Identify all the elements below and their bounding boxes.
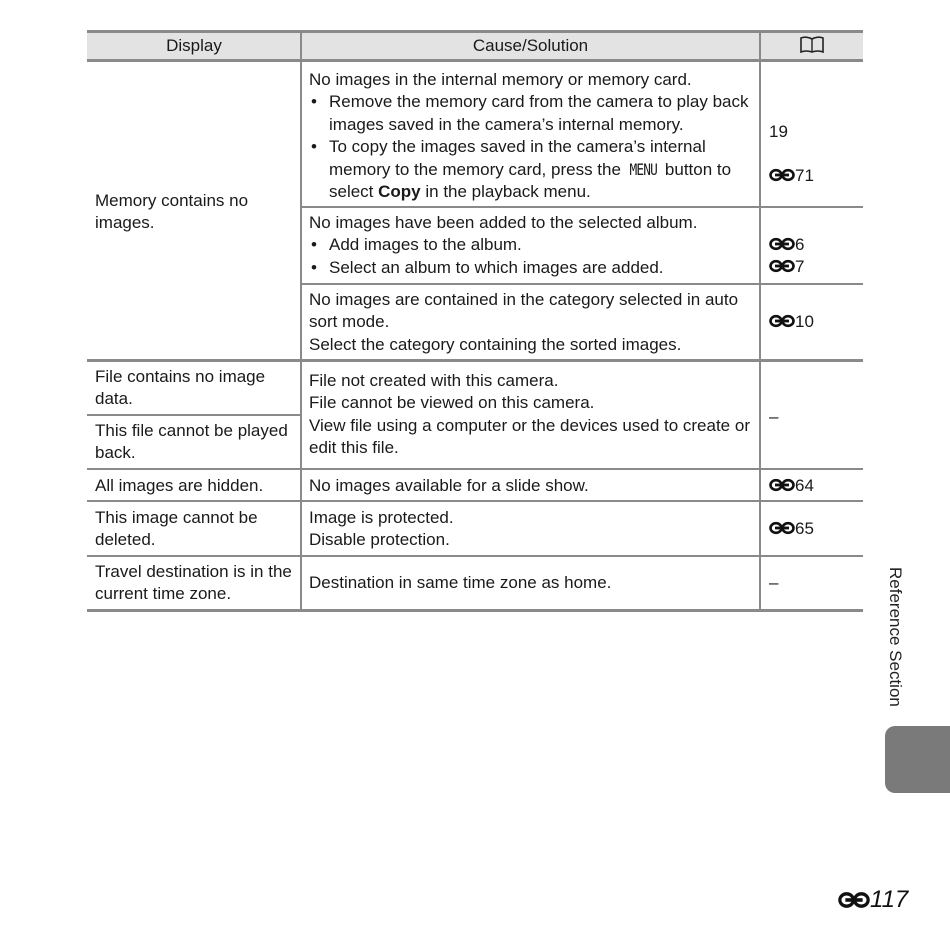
- page-ref: [769, 165, 814, 187]
- cause-protected: [309, 507, 755, 552]
- display-images-hidden: All images are hidden.: [95, 476, 264, 495]
- row-divider: [87, 609, 863, 612]
- solution-text: View file using a computer or the devices used to create or edit this file.: [309, 415, 750, 458]
- row-divider: [87, 555, 863, 557]
- row-divider: [87, 414, 301, 416]
- page-ref-none: –: [769, 407, 779, 426]
- page-ref-number: 71: [795, 166, 814, 185]
- solution-bullet: • Add images to the album.: [309, 234, 755, 256]
- page-ref-number: 10: [795, 312, 814, 331]
- book-icon: [760, 33, 863, 59]
- page-ref-none: –: [769, 573, 779, 592]
- column-divider: [300, 30, 302, 611]
- reference-section-icon: [769, 257, 795, 271]
- page-ref: [769, 311, 814, 333]
- page-ref-number: 65: [795, 519, 814, 538]
- display-no-image-data: File contains no image data.: [95, 367, 266, 409]
- cause-text: No images are contained in the category selected in auto sort mode.: [309, 290, 739, 332]
- page-ref: [769, 256, 804, 278]
- text: button to select: [329, 159, 732, 202]
- cause-category-empty: [309, 289, 755, 356]
- cause-no-images-memory: [309, 69, 755, 203]
- reference-section-icon: [769, 235, 795, 249]
- reference-section-label: Reference Section: [886, 567, 905, 707]
- display-memory-no-images: Memory contains no images.: [95, 191, 249, 233]
- menu-button-glyph: MENU: [629, 159, 657, 179]
- cause-text: File not created with this camera.: [309, 371, 559, 390]
- page-ref: [769, 518, 814, 540]
- reference-section-icon: [769, 476, 795, 490]
- header-cause-solution: Cause/Solution: [472, 36, 589, 55]
- reference-section-icon: [769, 312, 795, 326]
- reference-section-icon: [769, 519, 795, 533]
- page-number-value: 117: [870, 886, 909, 913]
- cause-text: Image is protected.: [309, 508, 454, 527]
- row-divider: [87, 359, 863, 362]
- copy-option: Copy: [378, 182, 421, 202]
- page-ref: [769, 475, 814, 497]
- solution-text: Disable protection.: [309, 530, 450, 550]
- row-divider: [87, 500, 863, 502]
- reference-section-icon: [769, 166, 795, 180]
- cause-text: File cannot be viewed on this camera.: [309, 393, 595, 413]
- page-ref: 19: [769, 122, 788, 141]
- text: in the playback menu.: [420, 182, 591, 202]
- solution-text: Select the category containing the sorted images.: [309, 334, 682, 354]
- solution-bullet: [309, 136, 755, 203]
- table-header: [87, 30, 863, 62]
- cause-no-slideshow-images: No images available for a slide show.: [309, 476, 589, 495]
- solution-bullet: • Remove the memory card from the camera to play back images saved in the camera’s internal memory.: [309, 91, 755, 136]
- solution-bullet: • Select an album to which images are added.: [309, 257, 755, 279]
- ref-cell: [760, 60, 863, 206]
- display-cannot-delete: This image cannot be deleted.: [95, 508, 258, 550]
- page-ref-number: 64: [795, 476, 814, 495]
- cause-same-time-zone: Destination in same time zone as home.: [309, 573, 612, 592]
- row-divider: [87, 468, 863, 470]
- text: To copy the images saved in the camera’s internal memory to the memory card, press the: [329, 137, 706, 179]
- page-ref-number: 7: [795, 257, 805, 276]
- page-number: [838, 886, 908, 914]
- cause-text: No images in the internal memory or memory card.: [309, 70, 692, 89]
- ref-cell: [760, 285, 863, 359]
- cause-no-album-images: [309, 212, 755, 279]
- page-ref: [769, 234, 804, 256]
- cause-file-not-created: [309, 370, 755, 460]
- display-same-time-zone: Travel destination is in the current time zone.: [95, 562, 292, 604]
- cause-text: No images have been added to the selected album.: [309, 213, 698, 232]
- header-display: Display: [166, 36, 222, 55]
- page-ref-number: 6: [795, 235, 805, 254]
- section-tab: [885, 726, 950, 793]
- display-cannot-play-back: This file cannot be played back.: [95, 421, 288, 463]
- ref-cell: [760, 208, 863, 283]
- reference-section-icon: [838, 888, 870, 906]
